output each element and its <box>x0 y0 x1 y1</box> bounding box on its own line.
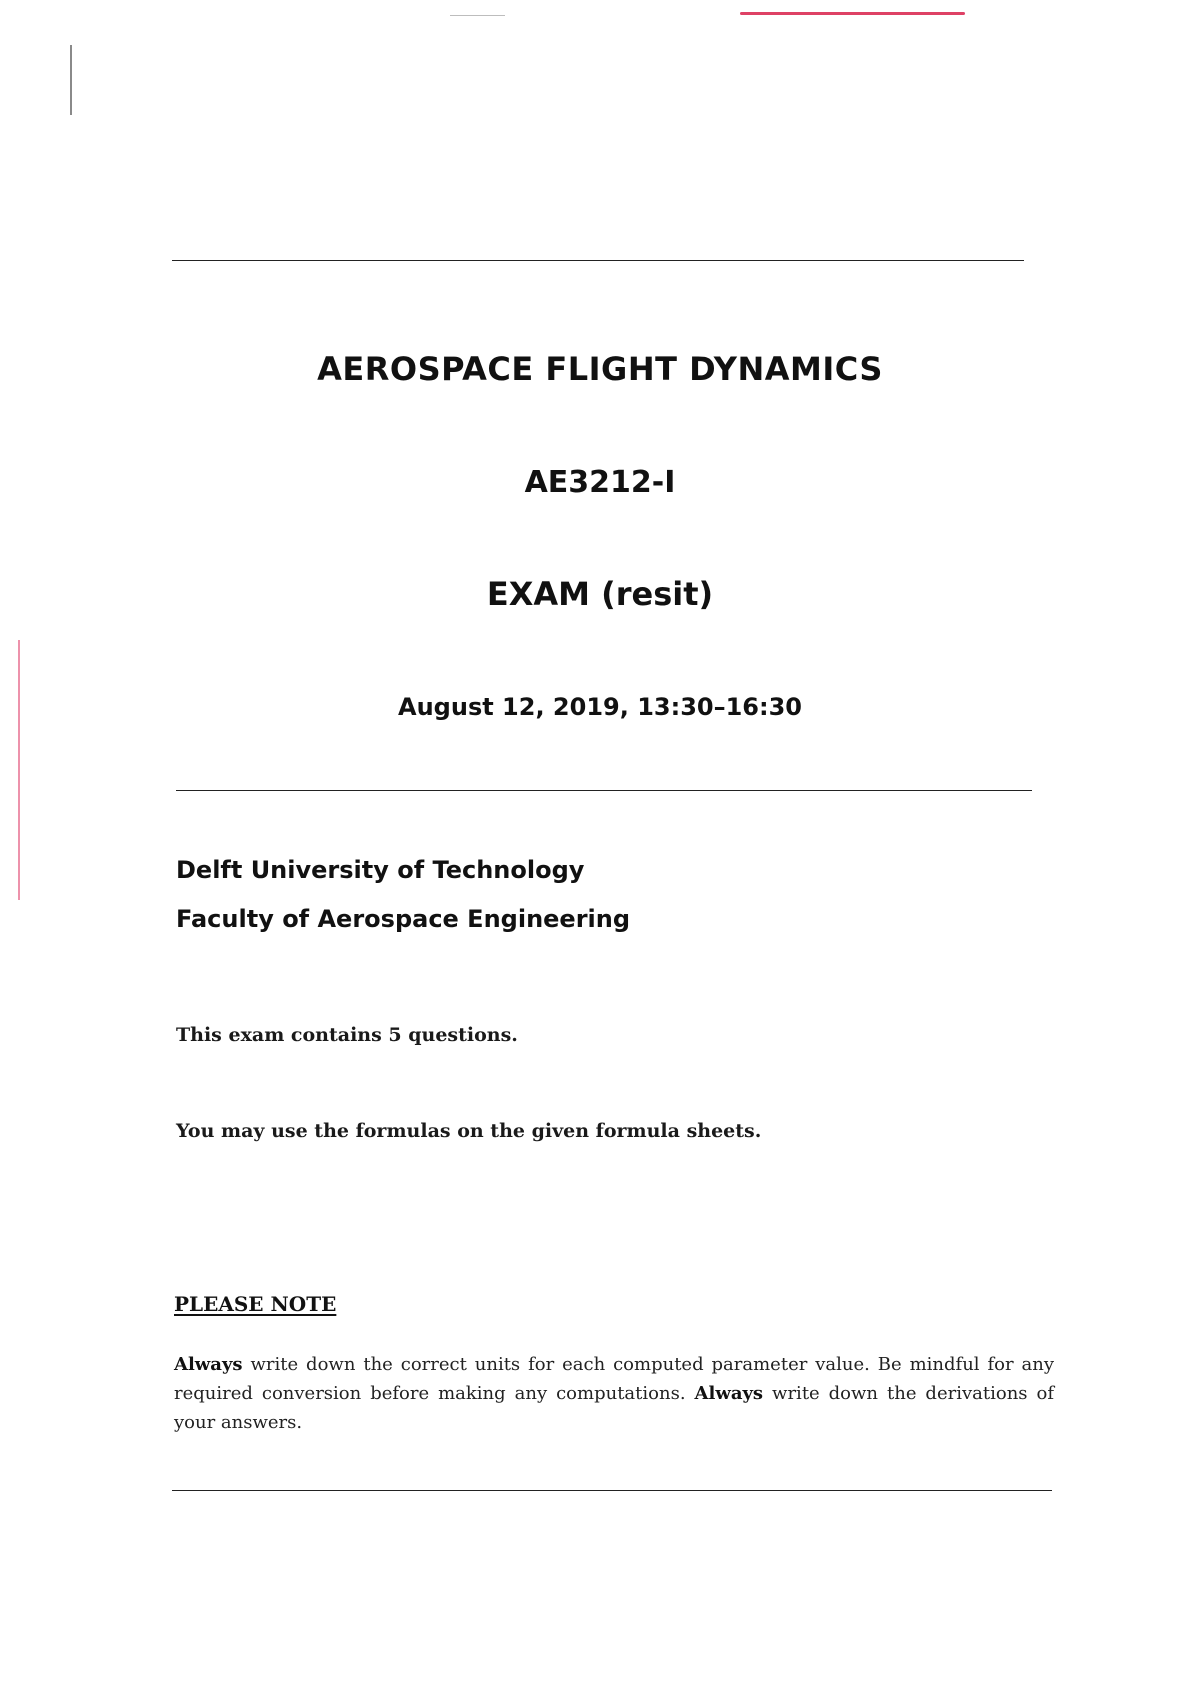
note-body <box>174 1350 1054 1437</box>
scan-artifact-staple-mark <box>70 45 72 115</box>
question-count-text: This exam contains 5 questions. <box>176 1024 518 1046</box>
faculty-name: Faculty of Aerospace Engineering <box>176 905 631 933</box>
exam-date-time: August 12, 2019, 13:30–16:30 <box>398 693 802 721</box>
bottom-divider <box>172 1490 1052 1491</box>
course-code: AE3212-I <box>524 465 676 500</box>
scan-artifact-edge-mark <box>18 640 20 900</box>
note-heading: PLEASE NOTE <box>174 1292 337 1316</box>
formula-sheet-text: You may use the formulas on the given formula sheets. <box>176 1120 762 1142</box>
note-text-units: write down the correct units for each computed parameter value. Be mindful for any required conversion before making any computations. <box>174 1354 1054 1404</box>
note-text-derivations: write down the derivations of your answers. <box>174 1383 1054 1433</box>
university-name: Delft University of Technology <box>176 856 585 884</box>
middle-divider <box>176 790 1032 791</box>
scan-artifact-red-line <box>740 12 965 15</box>
scan-artifact-grey-line <box>450 15 505 16</box>
note-emphasis-always-2: Always <box>694 1383 764 1404</box>
exam-type: EXAM (resit) <box>486 575 714 613</box>
note-emphasis-always-1: Always <box>174 1354 243 1375</box>
top-divider <box>172 260 1024 261</box>
course-title: AEROSPACE FLIGHT DYNAMICS <box>317 350 883 388</box>
